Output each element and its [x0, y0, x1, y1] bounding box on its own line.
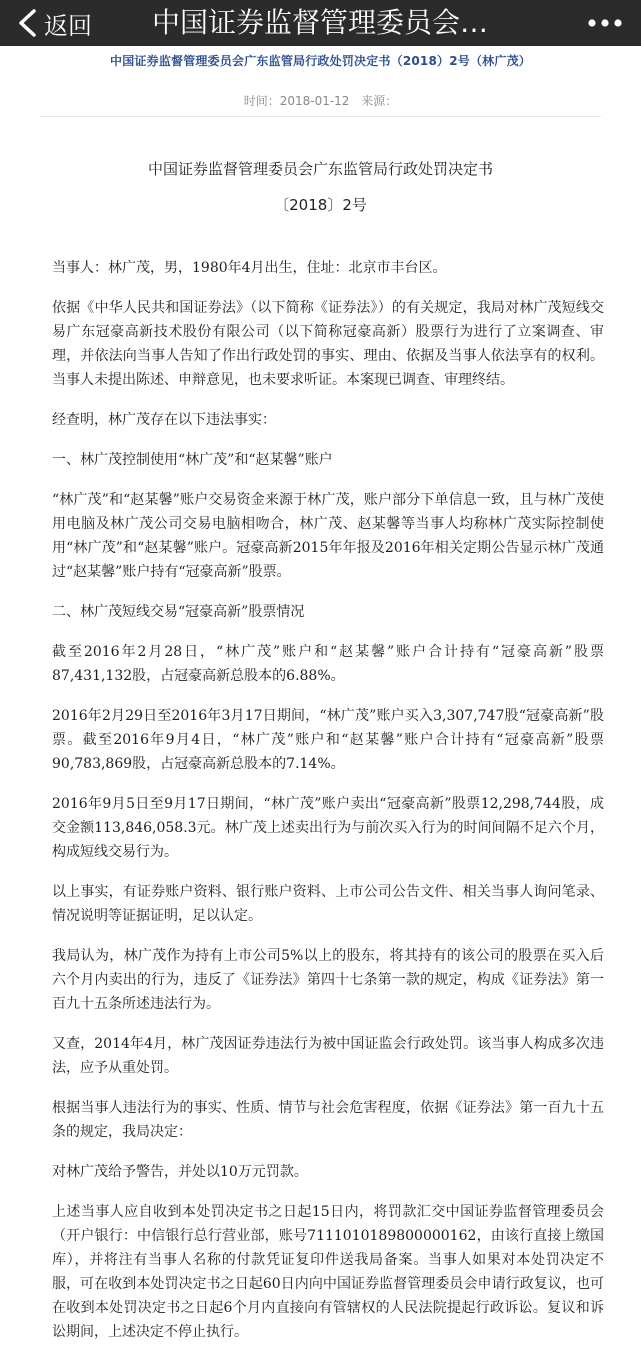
document-title: 中国证券监督管理委员会广东监管局行政处罚决定书 — [147, 160, 493, 178]
paragraph-decision-basis: 根据当事人违法行为的事实、性质、情节与社会危害程度，依据《证券法》第一百九十五条的规定，我局决定： — [52, 1100, 604, 1140]
paragraph-facts-intro: 经查明，林广茂存在以下违法事实： — [52, 412, 276, 428]
paragraph-prior-violation: 又查，2014年4月，林广茂因证券违法行为被中国证监会行政处罚。该当事人构成多次违法，应予从重处罚。 — [52, 1036, 604, 1076]
paragraph-penalty: 对林广茂给予警告，并处以10万元罚款。 — [52, 1164, 308, 1180]
paragraph-payment-instructions: 上述当事人应自收到本处罚决定书之日起15日内，将罚款汇交中国证券监督管理委员会（开户银行：中信银行总行营业部，账号7111010189800000162，由该行直接上缴国库），并将注有当事人名称的付款凭证复印件送我局备案。当事人如果对本处罚决定不服，可在收到本处罚决定书之日起60日内向中国证券监督管理委员会申请行政复议，也可在收到本处罚决定书之日起6个月内直接向有管辖权的人民法院提起行政诉讼。复议和诉讼期间，上述决定不停止执行。 — [52, 1204, 604, 1340]
chevron-left-icon — [16, 8, 38, 38]
document-number: 〔2018〕2号 — [274, 196, 367, 214]
publish-time: 时间：2018-01-12 — [243, 94, 350, 108]
paragraph-accounts: “林广茂”和“赵某馨”账户交易资金来源于林广茂，账户部分下单信息一致，且与林广茂使用电脑及林广茂公司交易电脑相吻合，林广茂、赵某馨等当事人均称林广茂实际控制使用“林广茂”和“赵某馨”账户。冠豪高新2015年年报及2016年相关定期公告显示林广茂通过“赵某馨”账户持有“冠豪高新”股票。 — [52, 492, 604, 580]
paragraph-buy: 2016年2月29日至2016年3月17日期间，“林广茂”账户买入3,307,747股“冠豪高新”股票。截至2016年9月4日，“林广茂”账户和“赵某馨”账户合计持有“冠豪高新”股票90,783,869股，占冠豪高新总股本的7.14%。 — [52, 708, 604, 772]
document-body — [52, 256, 604, 1360]
paragraph-party: 当事人：林广茂，男，1980年4月出生，住址：北京市丰台区。 — [52, 260, 447, 276]
back-button[interactable] — [0, 0, 92, 46]
paragraph-finding: 我局认为，林广茂作为持有上市公司5%以上的股东，将其持有的该公司的股票在买入后六个月内卖出的行为，违反了《证券法》第四十七条第一款的规定，构成《证券法》第一百九十五条所述违法行为。 — [52, 948, 604, 1012]
section-heading-1: 一、林广茂控制使用“林广茂”和“赵某馨”账户 — [52, 452, 333, 468]
paragraph-sell: 2016年9月5日至9月17日期间，“林广茂”账户卖出“冠豪高新”股票12,298,744股，成交金额113,846,058.3元。林广茂上述卖出行为与前次买入行为的时间间隔不足六个月，构成短线交易行为。 — [52, 796, 604, 860]
paragraph-basis: 依据《中华人民共和国证券法》（以下简称《证券法》）的有关规定，我局对林广茂短线交易广东冠豪高新技术股份有限公司（以下简称冠豪高新）股票行为进行了立案调查、审理，并依法向当事人告知了作出行政处罚的事实、理由、依据及当事人依法享有的权利。当事人未提出陈述、申辩意见，也未要求听证。本案现已调查、审理终结。 — [52, 300, 604, 388]
section-heading-2: 二、林广茂短线交易“冠豪高新”股票情况 — [52, 604, 305, 620]
paragraph-holding-feb: 截至2016年2月28日，“林广茂”账户和“赵某馨”账户合计持有“冠豪高新”股票87,431,132股，占冠豪高新总股本的6.88%。 — [52, 644, 604, 684]
document-header-link[interactable]: 中国证券监督管理委员会广东监管局行政处罚决定书（2018）2号（林广茂） — [110, 54, 531, 68]
paragraph-evidence: 以上事实，有证券账户资料、银行账户资料、上市公司公告文件、相关当事人询问笔录、情况说明等证据证明，足以认定。 — [52, 884, 604, 924]
more-horizontal-icon[interactable] — [587, 13, 623, 33]
source-label: 来源： — [361, 94, 398, 108]
divider — [40, 116, 601, 117]
page-title: 中国证券监督管理委员会… — [152, 6, 489, 39]
back-label: 返回 — [44, 11, 92, 40]
top-navbar — [0, 0, 641, 46]
document-meta — [0, 92, 641, 109]
